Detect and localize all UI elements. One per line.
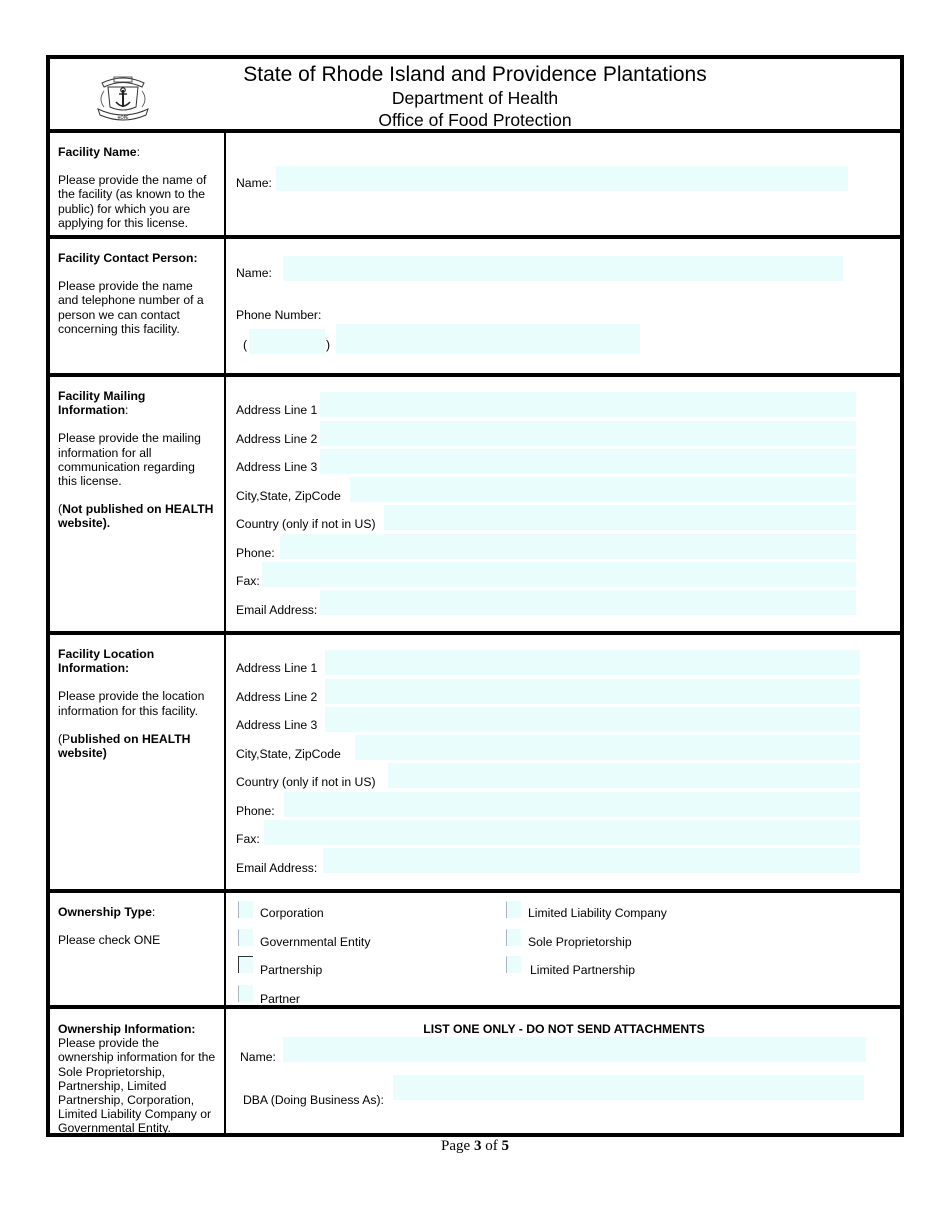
license-form: [46, 55, 904, 1137]
section-fields: [228, 239, 900, 373]
area-code-input[interactable]: [249, 329, 325, 354]
corporation-label: Corporation: [260, 906, 324, 920]
facility-name-input[interactable]: [276, 166, 848, 191]
mailing-email-input[interactable]: [320, 590, 856, 615]
state-title: State of Rhode Island and Providence Plantations: [243, 63, 707, 86]
office-title: Office of Food Protection: [378, 110, 572, 130]
mailing-fax-input[interactable]: [262, 562, 856, 587]
mailing-country-label: Country (only if not in US): [236, 517, 376, 531]
mailing-phone-input[interactable]: [280, 534, 856, 559]
location-address-line-1-label: Address Line 1: [236, 661, 318, 675]
page-number: Page 3 of 5: [441, 1138, 509, 1154]
location-address-line-2-input[interactable]: [325, 679, 860, 704]
governmental-entity-checkbox[interactable]: [238, 929, 253, 946]
section-label: Ownership Type: Please check ONE: [50, 893, 226, 1005]
partner-checkbox[interactable]: [238, 985, 253, 1002]
partner-label: Partner: [260, 992, 300, 1006]
section-title: Ownership Type: [58, 905, 152, 919]
section-label: Facility Name: Please provide the name of the facility (as known to the public) for which you are applying for this license.: [50, 133, 226, 235]
phone-number-input[interactable]: [336, 324, 640, 354]
limited-partnership-label: Limited Partnership: [530, 963, 635, 977]
location-fax-label: Fax:: [236, 832, 260, 846]
section-mailing-info: [50, 377, 900, 635]
location-email-input[interactable]: [323, 848, 860, 873]
section-fields: [228, 635, 900, 889]
section-fields: [228, 377, 900, 631]
section-contact-person: [50, 239, 900, 377]
llc-checkbox[interactable]: [506, 901, 521, 918]
section-label: Facility Mailing Information: Please provide the mailing information for all communication regarding this license. (Not published on HEALTH website).: [50, 377, 226, 631]
location-address-line-1-input[interactable]: [325, 650, 860, 675]
sole-proprietorship-checkbox[interactable]: [506, 929, 521, 946]
section-description: Please provide the location information for this facility.: [58, 689, 205, 718]
section-title: Facility Name: [58, 145, 137, 159]
limited-partnership-checkbox[interactable]: [506, 956, 521, 973]
section-label: [50, 1009, 226, 1136]
section-description: Please provide the name of the facility (as known to the public) for which you are applying for this license.: [58, 173, 207, 230]
mailing-city-state-zip-label: City,State, ZipCode: [236, 489, 341, 503]
contact-name-label: Name:: [236, 266, 272, 280]
section-description: Please provide the ownership information for the Sole Proprietorship, Partnership, Limited Partnership, Corporation, Limited Liability Company or Governmental Entity.: [58, 1036, 216, 1136]
mailing-address-line-2-input[interactable]: [320, 421, 856, 446]
mailing-address-line-1-input[interactable]: [320, 392, 856, 417]
publication-note: (Not published on HEALTH website).: [58, 502, 214, 531]
location-email-label: Email Address:: [236, 861, 318, 875]
form-header: [50, 59, 900, 133]
phone-number-label: Phone Number:: [236, 308, 322, 322]
section-title: Ownership Information:: [58, 1022, 196, 1036]
mailing-address-line-2-label: Address Line 2: [236, 432, 318, 446]
section-label: [50, 635, 226, 889]
llc-label: Limited Liability Company: [528, 906, 667, 920]
section-fields: [228, 893, 900, 1005]
mailing-address-line-1-label: Address Line 1: [236, 403, 318, 417]
corporation-checkbox[interactable]: [238, 901, 253, 918]
mailing-fax-label: Fax:: [236, 574, 260, 588]
section-title: Facility Mailing Information: [58, 389, 146, 418]
owner-name-input[interactable]: [283, 1037, 866, 1062]
location-fax-input[interactable]: [264, 820, 860, 845]
mailing-address-line-3-input[interactable]: [320, 449, 856, 474]
section-facility-name: [50, 133, 900, 239]
location-address-line-3-label: Address Line 3: [236, 718, 318, 732]
mailing-city-state-zip-input[interactable]: [350, 477, 856, 502]
section-description: Please provide the mailing information for all communication regarding this license.: [58, 431, 201, 489]
section-description: Please check ONE: [58, 933, 161, 948]
contact-name-input[interactable]: [283, 256, 843, 281]
partnership-label: Partnership: [260, 963, 323, 977]
dba-label: DBA (Doing Business As):: [243, 1093, 384, 1107]
section-fields: [228, 133, 900, 235]
partnership-checkbox[interactable]: [238, 956, 253, 973]
location-city-state-zip-input[interactable]: [355, 735, 860, 760]
facility-name-label: Name:: [236, 176, 272, 190]
section-title: Facility Contact Person:: [58, 251, 198, 265]
section-ownership-info: [50, 1009, 900, 1136]
paren-close: ): [326, 338, 331, 352]
section-description: Please provide the name and telephone number of a person we can contact concerning this facility.: [58, 279, 204, 336]
list-one-only-banner: LIST ONE ONLY - DO NOT SEND ATTACHMENTS: [423, 1022, 705, 1036]
location-country-label: Country (only if not in US): [236, 775, 376, 789]
dba-input[interactable]: [393, 1075, 864, 1100]
department-title: Department of Health: [391, 88, 559, 108]
location-phone-label: Phone:: [236, 804, 275, 818]
governmental-entity-label: Governmental Entity: [260, 935, 371, 949]
mailing-address-line-3-label: Address Line 3: [236, 460, 318, 474]
section-ownership-type: [50, 893, 900, 1009]
mailing-country-input[interactable]: [384, 505, 856, 530]
location-country-input[interactable]: [388, 763, 860, 788]
section-location-info: [50, 635, 900, 893]
location-address-line-3-input[interactable]: [325, 707, 860, 732]
mailing-phone-label: Phone:: [236, 546, 275, 560]
publication-note: (Published on HEALTH website): [58, 731, 191, 761]
location-city-state-zip-label: City,State, ZipCode: [236, 747, 341, 761]
paren-open: (: [243, 338, 248, 352]
mailing-email-label: Email Address:: [236, 603, 318, 617]
section-fields: [228, 1009, 900, 1133]
seal-motto: HOPE: [117, 115, 129, 120]
location-phone-input[interactable]: [284, 792, 860, 817]
section-title: Facility Location Information:: [58, 647, 155, 676]
location-address-line-2-label: Address Line 2: [236, 690, 318, 704]
owner-name-label: Name:: [240, 1050, 276, 1064]
sole-proprietorship-label: Sole Proprietorship: [528, 935, 632, 949]
section-label: [50, 239, 226, 373]
